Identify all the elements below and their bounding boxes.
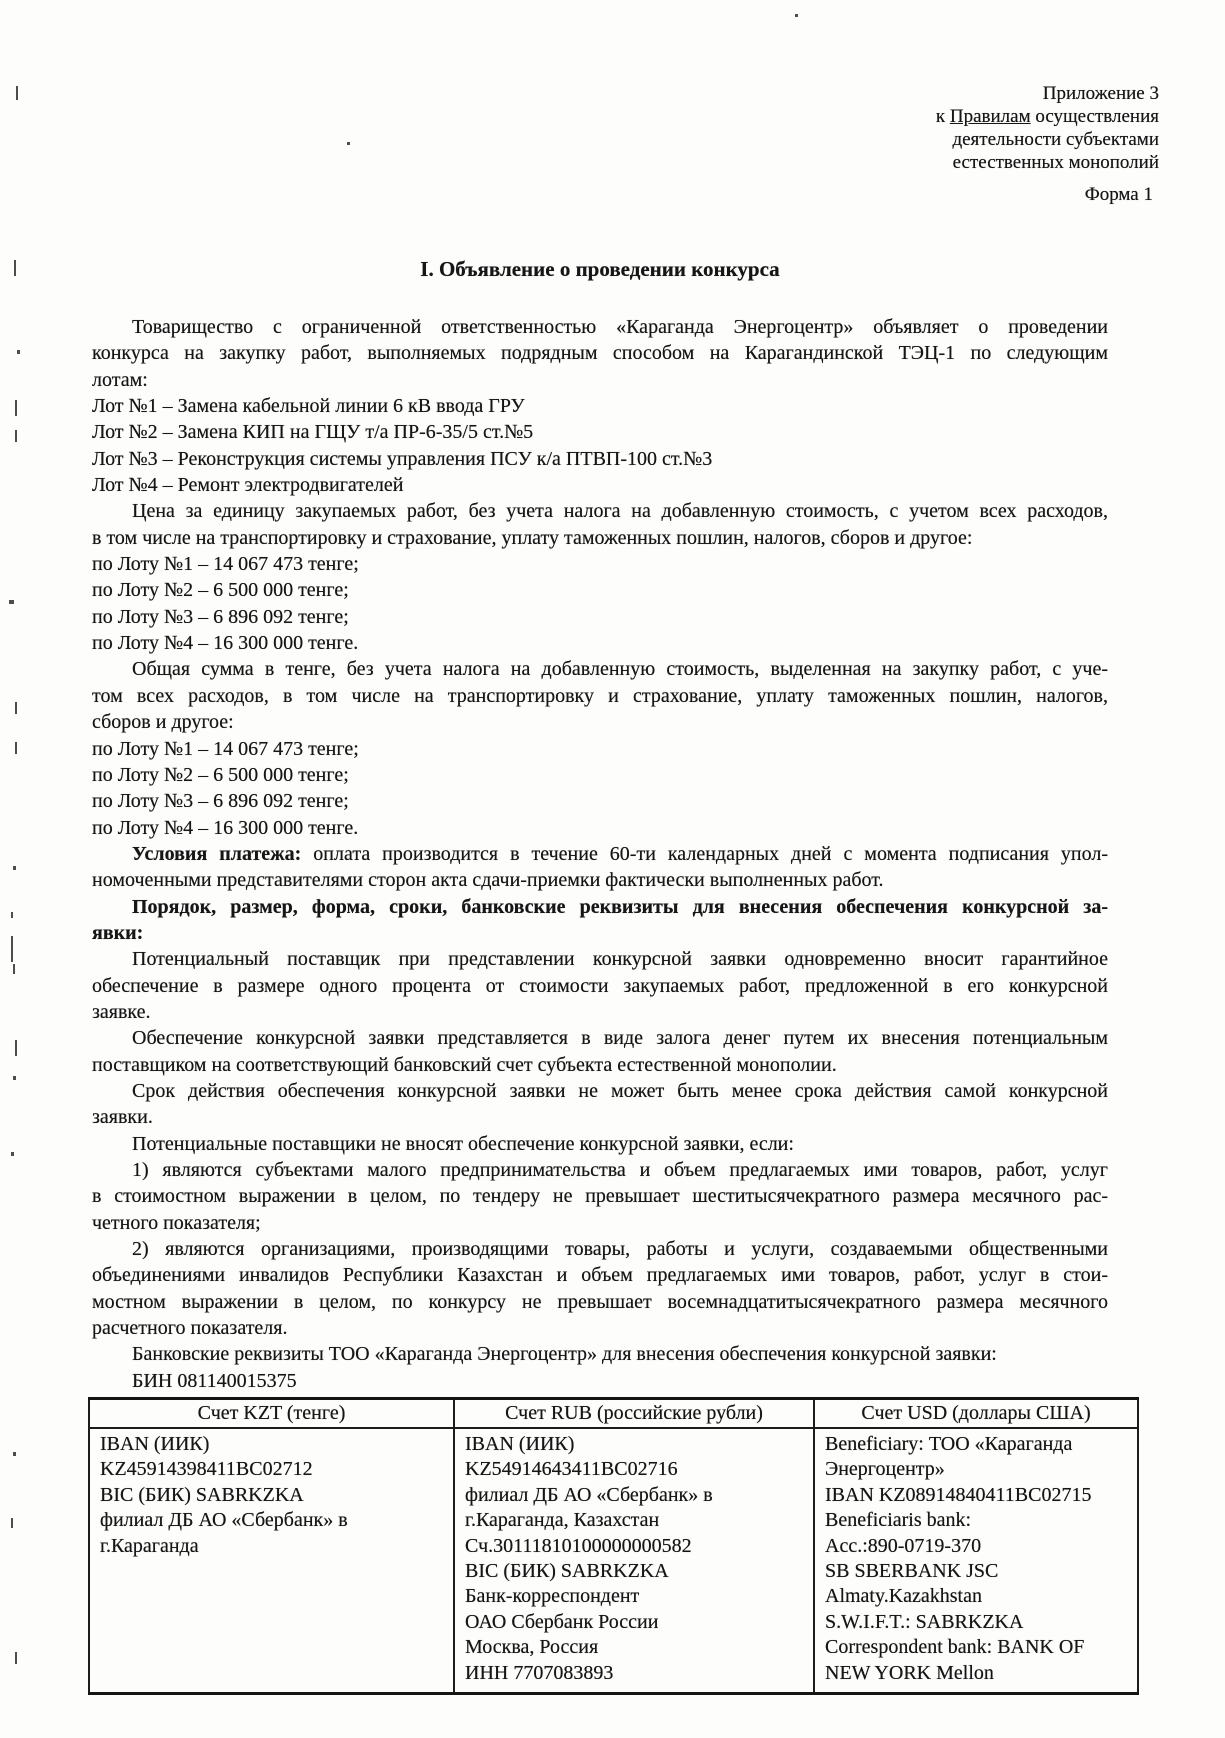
scan-artifact (347, 142, 350, 145)
body-line: по Лоту №1 – 14 067 473 тенге; (92, 737, 359, 760)
body-line: по Лоту №4 – 16 300 000 тенге. (92, 816, 359, 839)
body-line: по Лоту №1 – 14 067 473 тенге; (92, 553, 359, 576)
body-line: Лот №2 – Замена КИП на ГЩУ т/а ПР-6-35/5 ст.№5 (92, 421, 534, 444)
bank-detail-line: филиал ДБ АО «Сбербанк» в (100, 1509, 348, 1532)
scan-artifact (795, 14, 798, 17)
bank-detail-line: Банк-корреспондент (465, 1585, 640, 1608)
bank-detail-line: Acc.:890-0719-370 (825, 1534, 982, 1557)
appendix-line: Приложение 3 (1042, 83, 1159, 104)
appendix-line: деятельности субъектами (952, 129, 1159, 150)
bank-detail-line: Almaty.Kazakhstan (825, 1585, 982, 1608)
body-line: Лот №1 – Замена кабельной линии 6 кВ ввода ГРУ (92, 395, 525, 418)
body-line: по Лоту №3 – 6 896 092 тенге; (92, 605, 349, 628)
scan-artifact (9, 600, 14, 604)
scan-artifact (15, 742, 17, 754)
body-line: в стоимостном выражении в целом, по тендеру не превышает шеститысячекратного размера месячного рас- (92, 1185, 1108, 1208)
bank-detail-line: ОАО Сбербанк России (465, 1610, 659, 1633)
form-number-label: Форма 1 (1084, 184, 1153, 205)
bank-details-table (88, 1397, 1139, 1695)
body-line: заявке. (92, 1000, 151, 1023)
body-line: Порядок, размер, форма, сроки, банковские реквизиты для внесения обеспечения конкурсной за- (132, 895, 1108, 918)
appendix-text: к (935, 106, 950, 127)
body-line: сборов и другое: (92, 711, 234, 734)
body-line: по Лоту №4 – 16 300 000 тенге. (92, 632, 359, 655)
body-line: заявки. (92, 1106, 153, 1129)
announcement-body (92, 314, 1108, 1394)
body-line: конкурса на закупку работ, выполняемых подрядным способом на Карагандинской ТЭЦ-1 по следующим (92, 342, 1108, 365)
body-line: мостном выражении в целом, по конкурсу не превышает восемнадцатитысячекратного размера месячного (92, 1290, 1108, 1313)
body-line: БИН 081140015375 (132, 1369, 297, 1392)
bank-detail-line: S.W.I.F.T.: SABRKZKA (825, 1610, 1024, 1633)
bank-detail-line: г.Караганда (100, 1534, 199, 1557)
body-line: номоченными представителями сторон акта сдачи-приемки фактически выполненных работ. (92, 869, 884, 892)
bank-detail-line: IBAN (ИИК) (465, 1433, 575, 1455)
scan-artifact (15, 1652, 17, 1664)
scan-artifact (15, 400, 17, 416)
appendix-reference-block (936, 82, 1159, 174)
body-line: поставщиком на соответствующий банковский счет субъекта естественной монополии. (92, 1053, 837, 1076)
body-line: Срок действия обеспечения конкурсной заявки не может быть менее срока действия самой конкурсной (132, 1079, 1108, 1102)
body-line: Общая сумма в тенге, без учета налога на добавленную стоимость, выделенная на закупку работ, с уче- (132, 658, 1108, 681)
column-header-usd-account: Счет USD (доллары США) (814, 1399, 1138, 1429)
scan-artifact (11, 1152, 14, 1156)
kzt-account-cell (89, 1428, 454, 1694)
body-line: расчетного показателя. (92, 1317, 288, 1340)
bank-detail-line: BIC (БИК) SABRKZKA (465, 1560, 669, 1583)
body-line: 2) являются организациями, производящими товары, работы и услуги, создаваемыми общественными (132, 1238, 1108, 1261)
body-line: по Лоту №2 – 6 500 000 тенге; (92, 763, 349, 786)
appendix-line (936, 105, 1159, 128)
bank-detail-line: Beneficiary: ТОО «Караганда (825, 1433, 1073, 1455)
appendix-text: осуществления (1030, 106, 1159, 127)
bank-detail-line: г.Караганда, Казахстан (465, 1509, 660, 1532)
bank-detail-line: Энергоцентр» (825, 1458, 945, 1481)
scan-artifact (15, 702, 17, 714)
table-header-row (89, 1399, 1138, 1429)
scan-artifact (15, 430, 17, 442)
body-line: четного показателя; (92, 1211, 261, 1234)
scan-artifact (16, 86, 18, 100)
body-line: явки: (92, 921, 144, 944)
scan-artifact (17, 350, 20, 354)
bank-detail-line: IBAN (ИИК) (100, 1433, 210, 1455)
bank-detail-line: BIC (БИК) SABRKZKA (100, 1483, 304, 1506)
bank-detail-line: Москва, Россия (465, 1636, 599, 1659)
scan-artifact (11, 936, 13, 962)
body-line: Лот №3 – Реконструкция системы управления ПСУ к/а ПТВП-100 ст.№3 (92, 447, 713, 470)
scan-artifact (13, 866, 16, 870)
column-header-kzt-account: Счет KZT (тенге) (89, 1399, 454, 1429)
body-line: Цена за единицу закупаемых работ, без учета налога на добавленную стоимость, с учетом всех расходов, (132, 500, 1108, 523)
bank-detail-line: Сч.30111810100000000582 (465, 1534, 692, 1557)
body-line: Лот №4 – Ремонт электродвигателей (92, 474, 404, 497)
scan-artifact (14, 260, 16, 276)
bank-detail-line: KZ54914643411BC02716 (465, 1458, 678, 1481)
body-line: Товарищество с ограниченной ответственностью «Караганда Энергоцентр» объявляет о проведении (132, 316, 1108, 338)
body-line: обеспечение в размере одного процента от стоимости закупаемых работ, предложенной в его конкурсной (92, 974, 1108, 997)
rub-account-cell (454, 1428, 814, 1694)
bank-detail-line: Correspondent bank: BANK OF (825, 1636, 1085, 1659)
scan-artifact (13, 964, 15, 974)
body-line: том всех расходов, в том числе на транспортировку и страхование, уплату таможенных пошлин, налогов, (92, 684, 1108, 707)
bank-detail-line: SB SBERBANK JSC (825, 1560, 999, 1583)
appendix-line: естественных монополий (952, 152, 1159, 173)
body-line: Обеспечение конкурсной заявки представляется в виде залога денег путем их внесения потенциальным (132, 1027, 1108, 1050)
table-row (89, 1428, 1138, 1694)
document-title: I. Объявление о проведении конкурса (420, 257, 780, 281)
body-line: по Лоту №3 – 6 896 092 тенге; (92, 790, 349, 813)
scan-artifact (13, 1076, 16, 1080)
bank-detail-line: NEW YORK Mellon (825, 1661, 994, 1684)
body-line: объединениями инвалидов Республики Казахстан и объем предлагаемых ими товаров, работ, услуг в стои- (92, 1264, 1108, 1287)
body-line: по Лоту №2 – 6 500 000 тенге; (92, 579, 349, 602)
bank-detail-line: KZ45914398411BC02712 (100, 1458, 313, 1481)
scan-artifact (11, 1518, 13, 1528)
body-line: Условия платежа: оплата производится в течение 60-ти календарных дней с момента подписания упол- (132, 842, 1108, 865)
bank-detail-line: ИНН 7707083893 (465, 1661, 614, 1684)
rules-reference-link: Правилам (949, 106, 1031, 127)
usd-account-cell (814, 1428, 1138, 1694)
body-line: Банковские реквизиты ТОО «Караганда Энергоцентр» для внесения обеспечения конкурсной заявки: (132, 1343, 997, 1366)
body-line: 1) являются субъектами малого предпринимательства и объем предлагаемых ими товаров, работ, услуг (132, 1159, 1108, 1181)
column-header-rub-account: Счет RUB (российские рубли) (454, 1399, 814, 1429)
scan-artifact (13, 1452, 16, 1456)
bank-detail-line: IBAN KZ08914840411BC02715 (825, 1483, 1092, 1506)
scan-artifact (11, 912, 13, 918)
body-line: лотам: (92, 368, 148, 391)
body-line: в том числе на транспортировку и страхование, уплату таможенных пошлин, налогов, сборов и другое: (92, 526, 973, 549)
body-line: Потенциальные поставщики не вносят обеспечение конкурсной заявки, если: (132, 1132, 794, 1155)
bank-detail-line: филиал ДБ АО «Сбербанк» в (465, 1483, 713, 1506)
scan-artifact (15, 1040, 17, 1056)
body-line: Потенциальный поставщик при представлении конкурсной заявки одновременно вносит гарантийное (132, 948, 1108, 971)
bank-detail-line: Beneficiaris bank: (825, 1509, 972, 1532)
